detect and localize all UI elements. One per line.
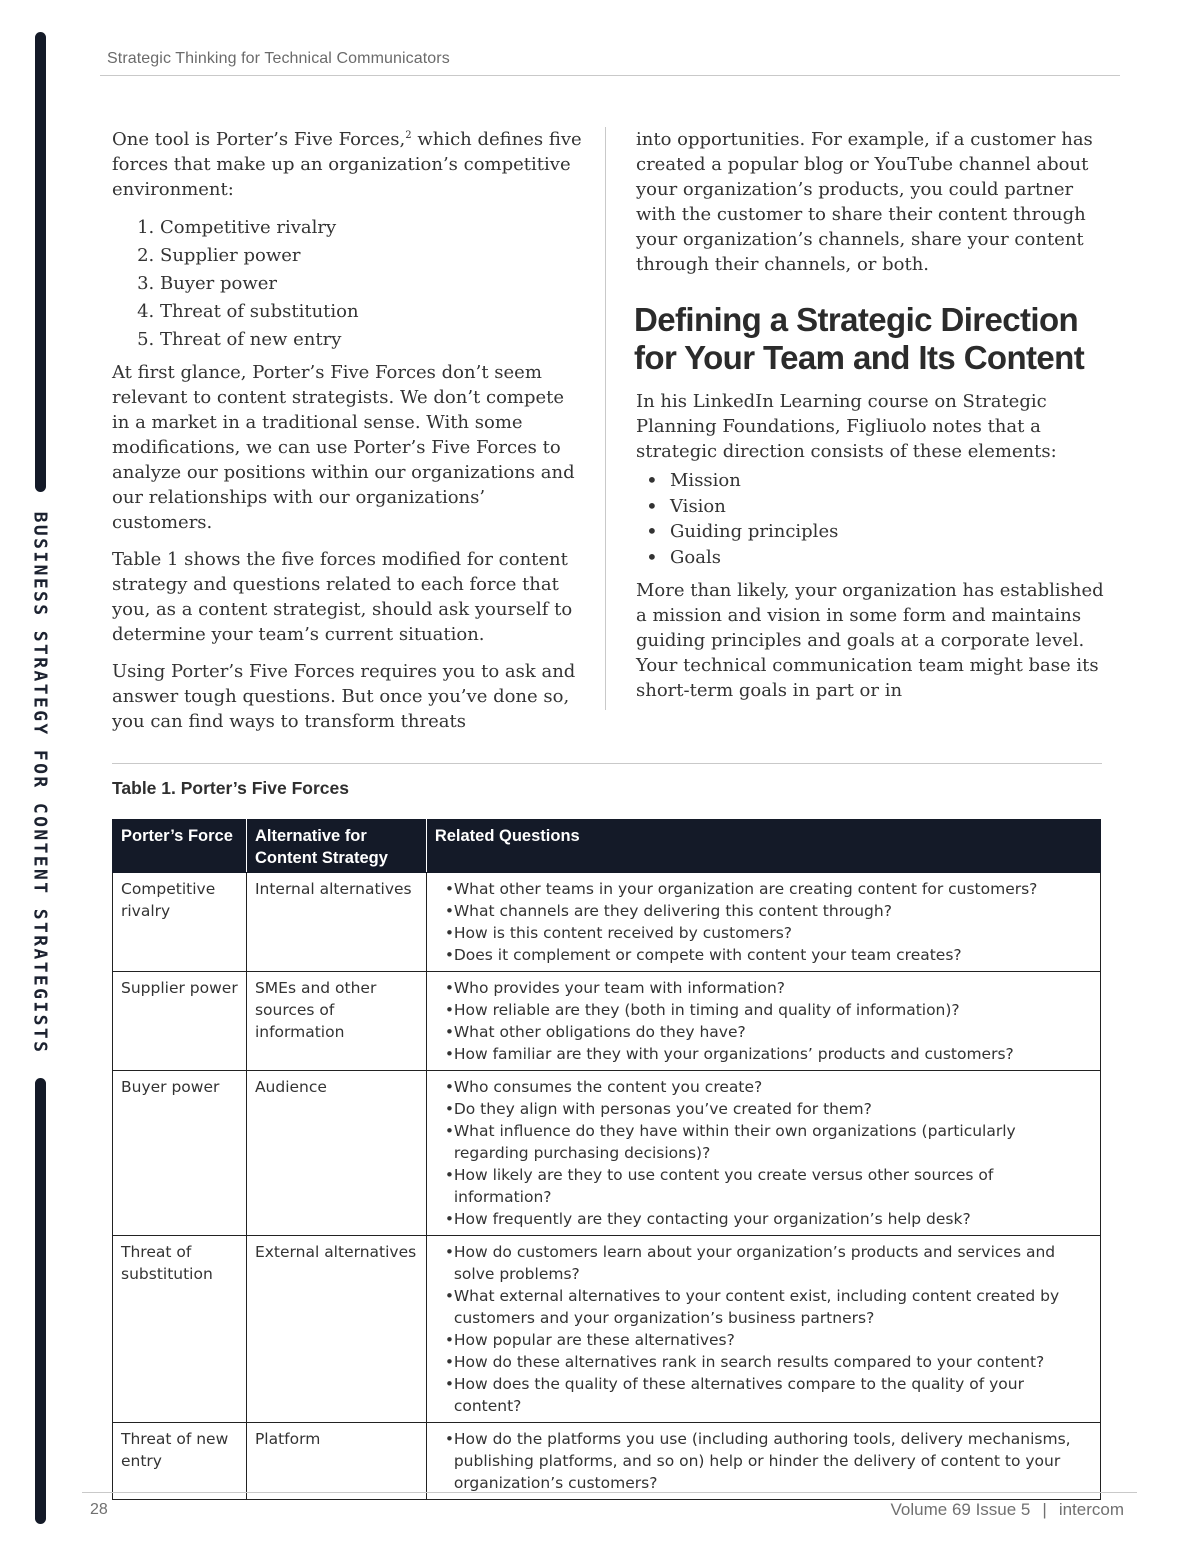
list-item: • What influence do they have within their own organizations (particularly regarding purchasing decisions)? bbox=[445, 1120, 1092, 1164]
list-item: • Who consumes the content you create? bbox=[445, 1076, 1092, 1098]
body-paragraph: into opportunities. For example, if a customer has created a popular blog or YouTube channel about your organization’s products, you could partner with the customer to share their content through your organization’s channels, share your content through their channels, or both. bbox=[636, 129, 1093, 275]
alternative-cell: Internal alternatives bbox=[246, 873, 426, 972]
questions-cell bbox=[426, 1236, 1100, 1423]
force-cell: Competitive rivalry bbox=[113, 873, 247, 972]
running-head: Strategic Thinking for Technical Communicators bbox=[107, 50, 450, 67]
force-cell: Threat of substitution bbox=[113, 1236, 247, 1423]
column-divider bbox=[605, 127, 606, 710]
list-item: • Goals bbox=[670, 545, 1106, 571]
list-item: • Guiding principles bbox=[670, 519, 1106, 545]
forces-list bbox=[112, 214, 582, 354]
side-bar-top bbox=[35, 32, 46, 492]
list-item: • Mission bbox=[670, 468, 1106, 494]
questions-list bbox=[445, 1076, 1092, 1230]
list-item: • What other obligations do they have? bbox=[445, 1021, 1092, 1043]
table-row bbox=[113, 1423, 1101, 1500]
list-item: • How do the platforms you use (including authoring tools, delivery mechanisms, publishing platforms, and so on) help or hinder the delivery of content to your organization’s customers? bbox=[445, 1428, 1092, 1494]
intro-paragraph: One tool is Porter’s Five Forces,$^2$ which defines five forces that make up an organization’s competitive environment: bbox=[112, 129, 582, 200]
list-item: • How do customers learn about your organization’s products and services and solve problems? bbox=[445, 1241, 1092, 1285]
questions-cell bbox=[426, 873, 1100, 972]
questions-cell bbox=[426, 972, 1100, 1071]
body-paragraph: In his LinkedIn Learning course on Strategic Planning Foundations, Figliuolo notes that a strategic direction consists of these elements: bbox=[636, 391, 1057, 462]
forces-table bbox=[112, 819, 1101, 1500]
alternative-cell: SMEs and other sources of information bbox=[246, 972, 426, 1071]
force-cell: Buyer power bbox=[113, 1071, 247, 1236]
list-item: • How is this content received by customers? bbox=[445, 922, 1092, 944]
column-header: Porter’s Force bbox=[113, 820, 247, 873]
footer-separator: | bbox=[1042, 1500, 1047, 1519]
force-cell: Threat of new entry bbox=[113, 1423, 247, 1500]
list-item: • What external alternatives to your content exist, including content created by customers and your organization’s business partners? bbox=[445, 1285, 1092, 1329]
list-item: • Do they align with personas you’ve created for them? bbox=[445, 1098, 1092, 1120]
list-item: • How likely are they to use content you create versus other sources of information? bbox=[445, 1164, 1092, 1208]
body-paragraph: At first glance, Porter’s Five Forces don’t seem relevant to content strategists. We don’t compete in a market in a traditional sense. With some modifications, we can use Porter’s Five Forces to analyze our positions within our organizations and our relationships with our organizations’ customers. bbox=[112, 362, 575, 533]
list-item: • Vision bbox=[670, 494, 1106, 520]
table-divider bbox=[112, 763, 1102, 764]
body-paragraph: Table 1 shows the five forces modified for content strategy and questions related to each force that you, as a content strategist, should ask yourself to determine your team’s current situation. bbox=[112, 549, 573, 645]
column-header: Alternative for Content Strategy bbox=[246, 820, 426, 873]
left-column bbox=[112, 127, 582, 746]
table-header-row bbox=[113, 820, 1101, 873]
list-item: • How popular are these alternatives? bbox=[445, 1329, 1092, 1351]
alternative-cell: Audience bbox=[246, 1071, 426, 1236]
alternative-cell: Platform bbox=[246, 1423, 426, 1500]
questions-cell bbox=[426, 1071, 1100, 1236]
body-paragraph: More than likely, your organization has established a mission and vision in some form and maintains guiding principles and goals at a corporate level. Your technical communication team might base its short-term goals in part or in bbox=[636, 580, 1104, 701]
list-item: • How does the quality of these alternatives compare to the quality of your content? bbox=[445, 1373, 1092, 1417]
section-side-label: BUSINESS STRATEGY FOR CONTENT STRATEGISTS bbox=[29, 511, 51, 1055]
list-item: 5. Threat of new entry bbox=[160, 326, 582, 354]
right-column bbox=[636, 127, 1106, 715]
section-heading: Defining a Strategic Direction for Your Team and Its Content bbox=[634, 301, 1085, 376]
issue-label: Volume 69 Issue 5 bbox=[890, 1500, 1031, 1519]
footnote-ref[interactable]: 2 bbox=[405, 130, 412, 141]
list-item: 3. Buyer power bbox=[160, 270, 582, 298]
elements-list bbox=[636, 468, 1106, 570]
column-header: Related Questions bbox=[426, 820, 1100, 873]
questions-list bbox=[445, 1241, 1092, 1417]
questions-list bbox=[445, 1428, 1092, 1494]
list-item: • What channels are they delivering this content through? bbox=[445, 900, 1092, 922]
side-bar-bottom bbox=[35, 1078, 46, 1524]
issue-info bbox=[891, 1500, 1124, 1520]
publication-name: intercom bbox=[1058, 1500, 1124, 1519]
list-item: 1. Competitive rivalry bbox=[160, 214, 582, 242]
list-item: • What other teams in your organization are creating content for customers? bbox=[445, 878, 1092, 900]
questions-list bbox=[445, 977, 1092, 1065]
list-item: • How familiar are they with your organizations’ products and customers? bbox=[445, 1043, 1092, 1065]
footer-divider bbox=[82, 1492, 1137, 1493]
list-item: 4. Threat of substitution bbox=[160, 298, 582, 326]
table-row bbox=[113, 1236, 1101, 1423]
list-item: • How do these alternatives rank in search results compared to your content? bbox=[445, 1351, 1092, 1373]
header-divider bbox=[100, 75, 1120, 76]
list-item: • How frequently are they contacting your organization’s help desk? bbox=[445, 1208, 1092, 1230]
body-paragraph: Using Porter’s Five Forces requires you to ask and answer tough questions. But once you’ve done so, you can find ways to transform threats bbox=[112, 661, 576, 732]
table-row bbox=[113, 972, 1101, 1071]
list-item: 2. Supplier power bbox=[160, 242, 582, 270]
list-item: • How reliable are they (both in timing and quality of information)? bbox=[445, 999, 1092, 1021]
questions-cell bbox=[426, 1423, 1100, 1500]
questions-list bbox=[445, 878, 1092, 966]
list-item: • Who provides your team with information? bbox=[445, 977, 1092, 999]
table-row bbox=[113, 873, 1101, 972]
force-cell: Supplier power bbox=[113, 972, 247, 1071]
page-number: 28 bbox=[90, 1501, 108, 1518]
alternative-cell: External alternatives bbox=[246, 1236, 426, 1423]
table-caption: Table 1. Porter’s Five Forces bbox=[112, 778, 349, 798]
list-item: • Does it complement or compete with content your team creates? bbox=[445, 944, 1092, 966]
table-row bbox=[113, 1071, 1101, 1236]
